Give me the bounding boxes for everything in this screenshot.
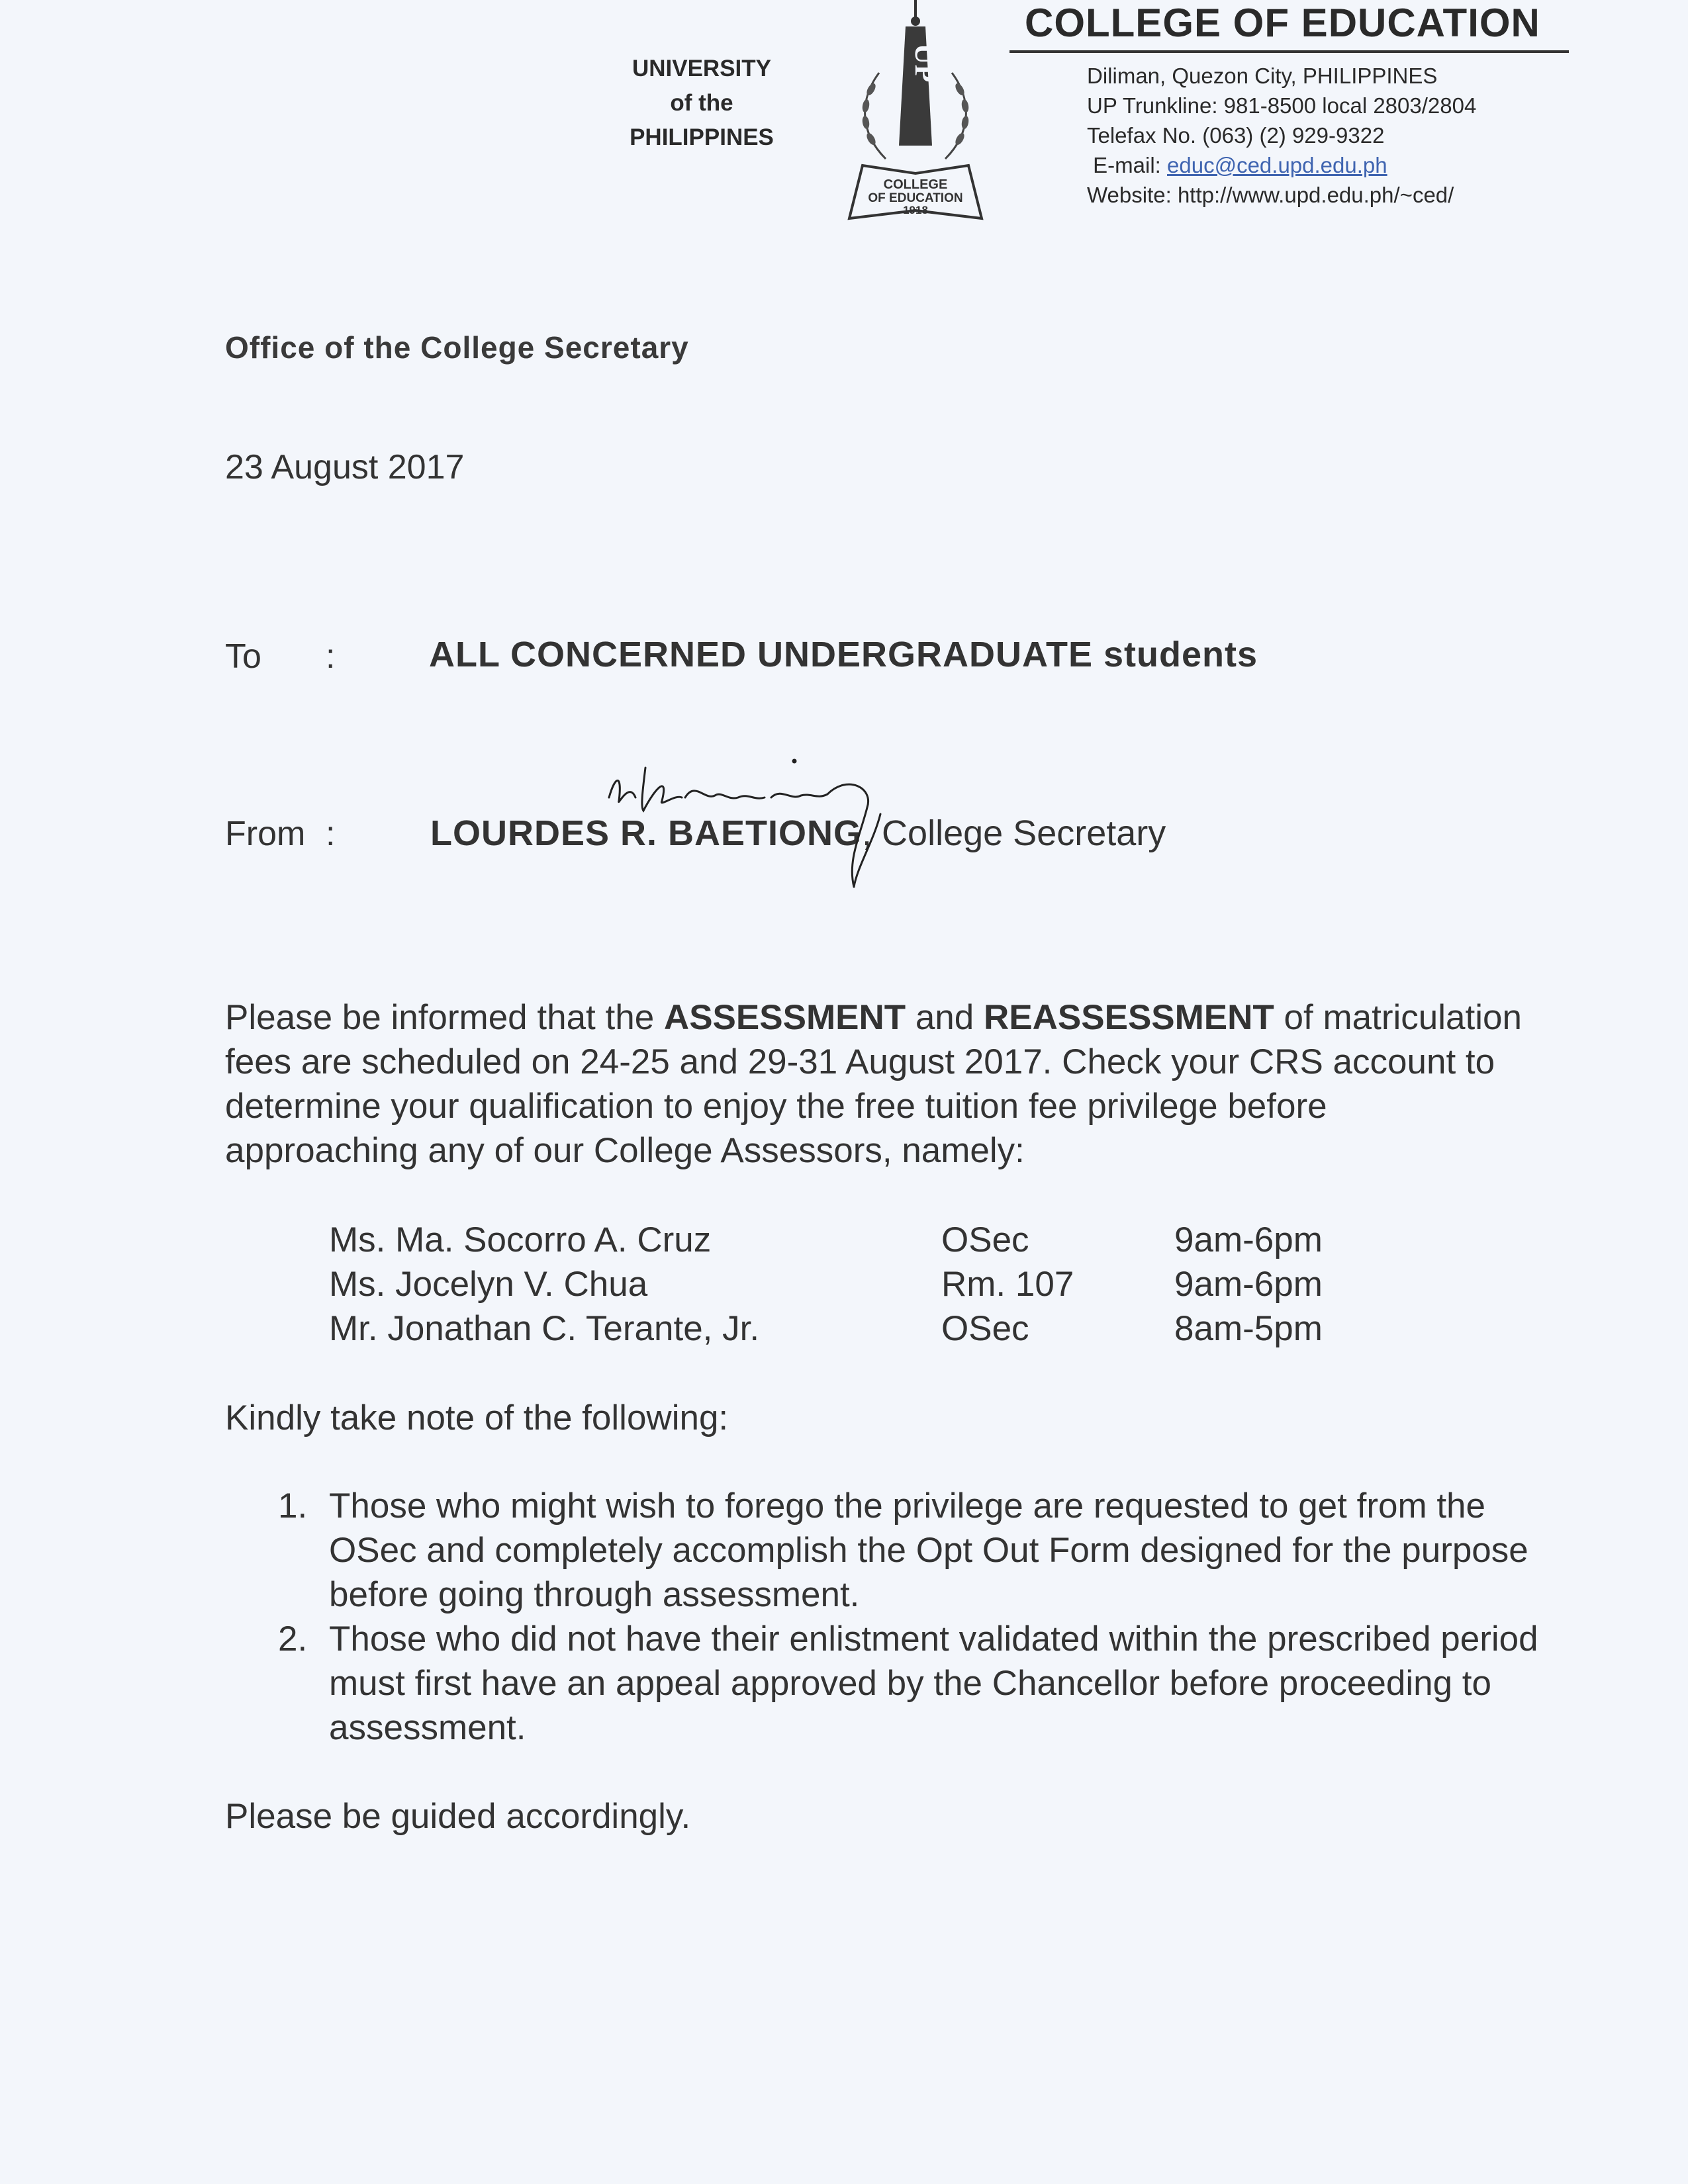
sender-title: College Secretary xyxy=(882,813,1166,853)
assessors-list xyxy=(329,1218,1388,1351)
list-item xyxy=(265,1617,1549,1750)
letterhead-divider xyxy=(1009,50,1569,53)
body-part-2: and xyxy=(906,998,984,1037)
list-number: 1. xyxy=(278,1486,308,1525)
to-recipients: ALL CONCERNED UNDERGRADUATE students xyxy=(429,635,1258,674)
seal-line-2: OF EDUCATION xyxy=(868,191,963,205)
body-part-1: Please be informed that the xyxy=(225,998,664,1037)
assessor-name: Ms. Jocelyn V. Chua xyxy=(329,1265,648,1304)
assessor-place: Rm. 107 xyxy=(941,1265,1074,1304)
list-number: 2. xyxy=(278,1619,308,1659)
assessor-name: Ms. Ma. Socorro A. Cruz xyxy=(329,1220,712,1259)
university-line-2: of the xyxy=(670,90,733,116)
telefax: Telefax No. (063) (2) 929-9322 xyxy=(1087,123,1385,148)
college-seal-logo xyxy=(833,0,998,228)
email-label: E-mail: xyxy=(1093,153,1168,177)
college-name: COLLEGE OF EDUCATION xyxy=(1025,1,1540,45)
sender-name: LOURDES R. BAETIONG xyxy=(430,813,863,853)
closing-line: Please be guided accordingly. xyxy=(225,1797,691,1836)
body-bold-assessment: ASSESSMENT xyxy=(663,998,906,1037)
from-colon: : xyxy=(326,815,336,853)
seal-line-1: COLLEGE xyxy=(883,177,948,192)
assessor-row xyxy=(329,1306,1388,1351)
svg-text:UP: UP xyxy=(909,43,941,83)
address: Diliman, Quezon City, PHILIPPINES xyxy=(1087,64,1438,88)
assessor-place: OSec xyxy=(941,1309,1029,1348)
from-label: From xyxy=(225,815,306,853)
contact-block xyxy=(1087,61,1476,210)
notes-intro: Kindly take note of the following: xyxy=(225,1398,729,1437)
email-link[interactable]: educ@ced.upd.edu.ph xyxy=(1167,153,1387,177)
body-paragraph xyxy=(225,995,1523,1173)
list-text: Those who did not have their enlistment validated within the prescribed period must first have an appeal approved by the Chancellor before proceeding to assessment. xyxy=(329,1619,1538,1747)
list-item xyxy=(265,1484,1549,1617)
assessor-time: 9am-6pm xyxy=(1174,1265,1323,1304)
email-line xyxy=(1087,150,1476,180)
university-name xyxy=(596,52,808,155)
assessor-place: OSec xyxy=(941,1220,1029,1259)
body-text xyxy=(225,995,1523,1173)
list-text: Those who might wish to forego the privilege are requested to get from the OSec and completely accomplish the Opt Out Form designed for the purpose before going through assessment. xyxy=(329,1486,1528,1614)
handwritten-signature xyxy=(596,735,927,893)
assessor-time: 8am-5pm xyxy=(1174,1309,1323,1348)
notes-list xyxy=(265,1484,1549,1750)
university-line-1: UNIVERSITY xyxy=(632,56,772,81)
assessor-row xyxy=(329,1218,1388,1262)
website: Website: http://www.upd.edu.ph/~ced/ xyxy=(1087,183,1454,207)
memo-date: 23 August 2017 xyxy=(225,448,465,486)
university-line-3: PHILIPPINES xyxy=(630,124,774,150)
assessor-row xyxy=(329,1262,1388,1306)
assessor-time: 9am-6pm xyxy=(1174,1220,1323,1259)
sender-separator: , xyxy=(862,813,882,853)
to-colon: : xyxy=(326,637,336,676)
body-part-3: of matriculation fees are scheduled on 24-25 and 29-31 August 2017. Check your CRS account to determine your qualification to enjoy the free tuition fee privilege before approaching any of our College Assessors, namely: xyxy=(225,998,1522,1170)
office-heading: Office of the College Secretary xyxy=(225,330,689,365)
body-bold-reassessment: REASSESSMENT xyxy=(984,998,1274,1037)
trunkline: UP Trunkline: 981-8500 local 2803/2804 xyxy=(1087,93,1477,118)
seal-year: 1918 xyxy=(903,204,928,216)
to-label: To xyxy=(225,637,261,676)
assessor-name: Mr. Jonathan C. Terante, Jr. xyxy=(329,1309,760,1348)
